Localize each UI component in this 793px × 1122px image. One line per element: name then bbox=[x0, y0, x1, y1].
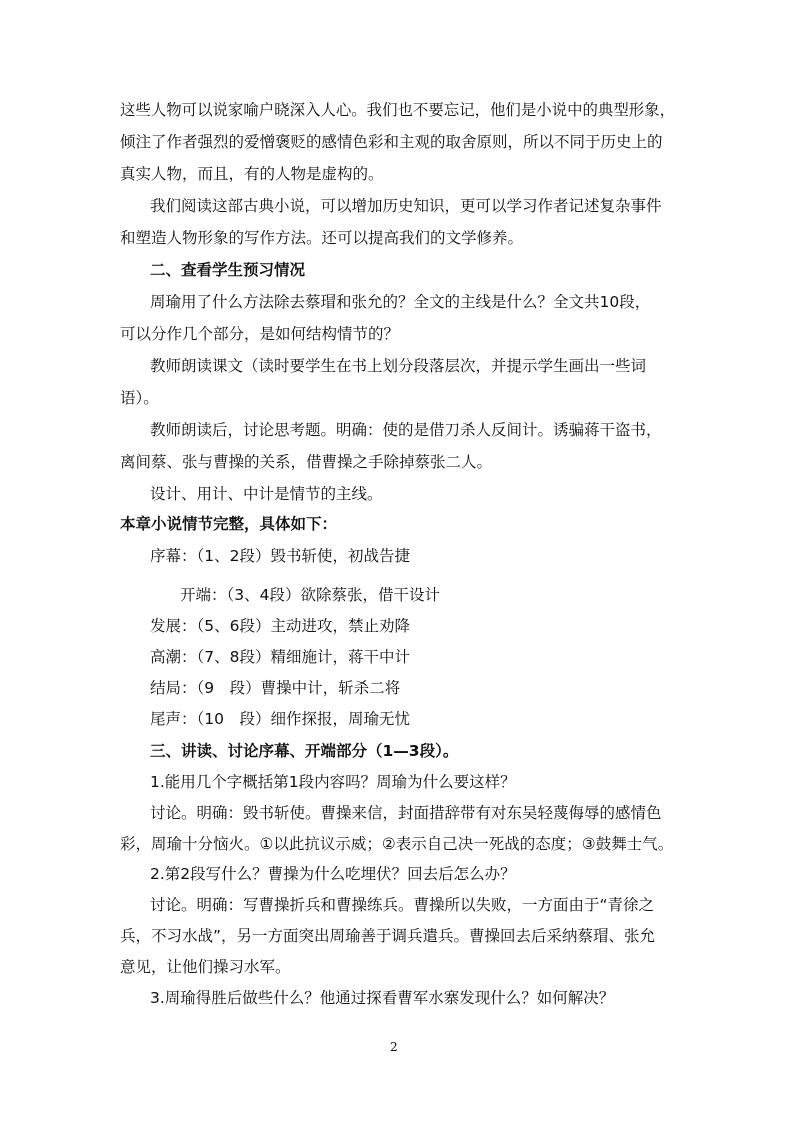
paragraph-line: 真实人物，而且，有的人物是虚构的。 bbox=[120, 165, 384, 183]
plot-item: 序幕：（1、2段）毁书斩使，初战告捷 bbox=[150, 547, 410, 565]
paragraph-line: 和塑造人物形象的写作方法。还可以提高我们的文学修养。 bbox=[120, 229, 524, 247]
paragraph-line: 彩，周瑜十分恼火。①以此抗议示威；②表示自己决一死战的态度；③鼓舞士气。 bbox=[120, 835, 674, 853]
plot-item: 尾声：（10 段）细作探报，周瑜无忧 bbox=[150, 710, 410, 728]
paragraph-line: 讨论。明确：写曹操折兵和曹操练兵。曹操所以失败，一方面由于“青徐之 bbox=[150, 896, 655, 914]
paragraph-line: 1.能用几个字概括第1段内容吗？周瑜为什么要这样？ bbox=[150, 773, 516, 791]
paragraph-line: 这些人物可以说家喻户晓深入人心。我们也不要忘记，他们是小说中的典型形象， bbox=[120, 101, 676, 119]
plot-item: 发展：（5、6段）主动进攻，禁止劝降 bbox=[150, 617, 410, 635]
plot-item: 高潮：（7、8段）精细施计，蒋干中计 bbox=[150, 648, 410, 666]
paragraph-line: 3.周瑜得胜后做些什么？他通过探看曹军水寨发现什么？如何解决？ bbox=[150, 989, 615, 1007]
paragraph-line: 2.第2段写什么？曹操为什么吃埋伏？回去后怎么办？ bbox=[150, 865, 516, 883]
section-heading: 二、查看学生预习情况 bbox=[150, 261, 306, 279]
paragraph-line: 兵，不习水战”，另一方面突出周瑜善于调兵遣兵。曹操回去后采纳蔡瑁、张允 bbox=[120, 927, 656, 945]
paragraph-line: 周瑜用了什么方法除去蔡瑁和张允的？全文的主线是什么？全文共10段， bbox=[150, 293, 651, 311]
paragraph-line: 我们阅读这部古典小说，可以增加历史知识，更可以学习作者记述复杂事件 bbox=[150, 197, 662, 215]
paragraph-line: 离间蔡、张与曹操的关系，借曹操之手除掉蔡张二人。 bbox=[120, 453, 493, 471]
section-heading: 本章小说情节完整，具体如下： bbox=[120, 515, 338, 533]
paragraph-line: 教师朗读后，讨论思考题。明确：使的是借刀杀人反间计。诱骗蒋干盗书， bbox=[150, 421, 662, 439]
paragraph-line: 语）。 bbox=[120, 389, 159, 407]
paragraph-line: 教师朗读课文（读时要学生在书上划分段落层次，并提示学生画出一些词 bbox=[150, 357, 647, 375]
paragraph-line: 讨论。明确：毁书斩使。曹操来信，封面措辞带有对东吴轻蔑侮辱的感情色 bbox=[150, 804, 662, 822]
section-heading: 三、讲读、讨论序幕、开端部分（1—3段）。 bbox=[150, 742, 459, 760]
paragraph-line: 可以分作几个部分，是如何结构情节的？ bbox=[120, 325, 400, 343]
paragraph-line: 倾注了作者强烈的爱憎褒贬的感情色彩和主观的取舍原则，所以不同于历史上的 bbox=[120, 133, 663, 151]
paragraph-line: 设计、用计、中计是情节的主线。 bbox=[150, 485, 383, 503]
paragraph-line: 意见，让他们操习水军。 bbox=[120, 958, 291, 976]
plot-item: 结局：（9 段）曹操中计，斩杀二将 bbox=[150, 679, 401, 697]
plot-item: 开端：（3、4段）欲除蔡张，借干设计 bbox=[180, 586, 440, 604]
page-number: 2 bbox=[390, 1040, 398, 1054]
